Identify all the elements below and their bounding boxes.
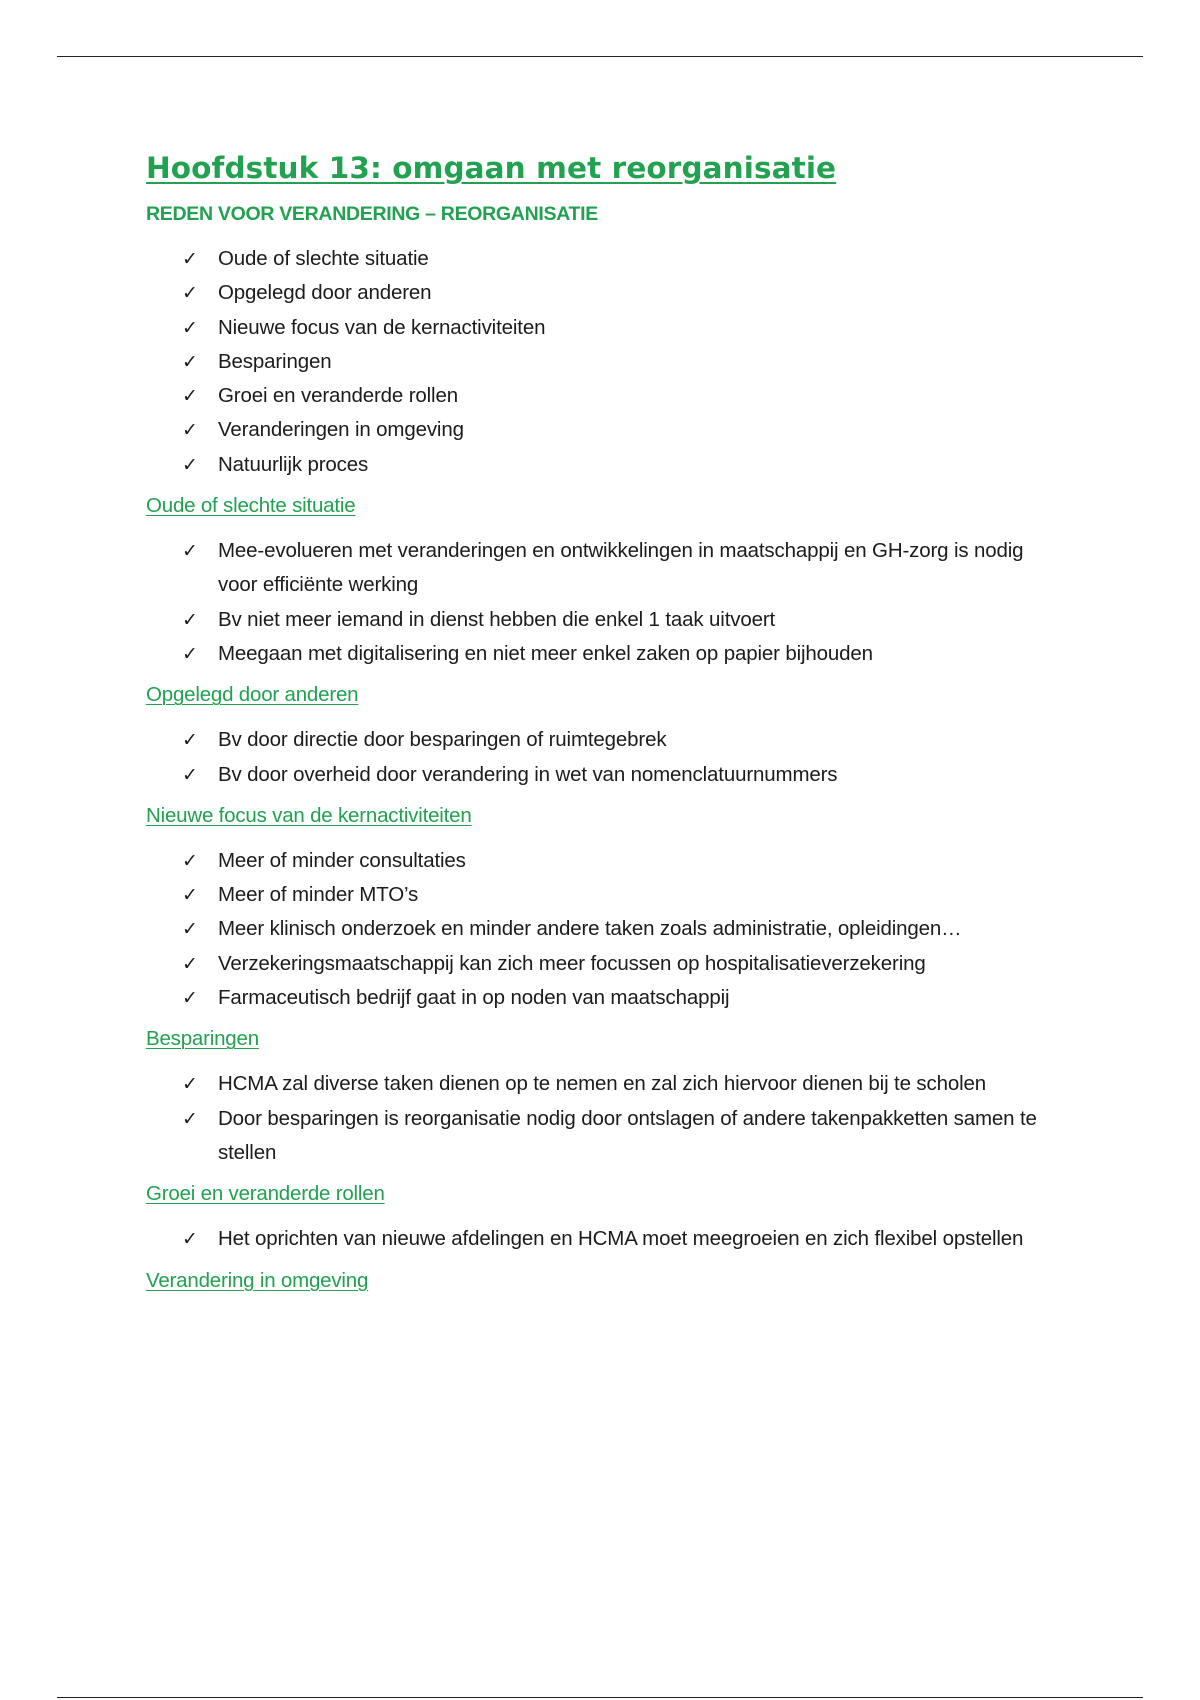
list-item-text: Meer klinisch onderzoek en minder andere taken zoals administratie, opleidingen… [218, 917, 962, 941]
checkmark-icon: ✓ [182, 453, 198, 476]
main-heading: REDEN VOOR VERANDERING – REORGANISATIE [146, 203, 598, 225]
list-item [146, 311, 1066, 345]
section-heading: Opgelegd door anderen [146, 683, 359, 707]
list-item-text: Oude of slechte situatie [218, 247, 429, 270]
list-item [146, 413, 1066, 447]
section-list [146, 723, 1066, 792]
section-list [146, 844, 1066, 1015]
section-heading: Groei en veranderde rollen [146, 1182, 385, 1206]
checkmark-icon: ✓ [182, 729, 198, 752]
section-heading: Nieuwe focus van de kernactiviteiten [146, 803, 472, 827]
list-item [146, 1102, 1066, 1171]
sections-container [146, 491, 1066, 1295]
list-item-text: Veranderingen in omgeving [218, 418, 464, 442]
list-item [146, 276, 1066, 310]
list-item [146, 758, 1066, 792]
chapter-title: Hoofdstuk 13: omgaan met reorganisatie [146, 151, 837, 185]
list-item-text: Meegaan met digitalisering en niet meer enkel zaken op papier bijhouden [218, 641, 873, 665]
list-item [146, 603, 1066, 637]
list-item [146, 878, 1066, 912]
checkmark-icon: ✓ [182, 350, 198, 373]
section-list [146, 534, 1066, 671]
list-item-text: Besparingen [218, 349, 332, 373]
list-item-text: Nieuwe focus van de kernactiviteiten [218, 315, 546, 339]
list-item-text: Meer of minder MTO’s [218, 883, 419, 907]
checkmark-icon: ✓ [182, 918, 198, 941]
list-item-text: HCMA zal diverse taken dienen op te nemen en zal zich hiervoor dienen bij te scholen [218, 1072, 986, 1096]
list-item-text: Opgelegd door anderen [218, 281, 432, 305]
list-item [146, 912, 1066, 946]
list-item-text: Verzekeringsmaatschappij kan zich meer focussen op hospitalisatieverzekering [218, 951, 926, 975]
section-list [146, 1222, 1066, 1256]
list-item-text: Meer of minder consultaties [218, 848, 466, 872]
main-reasons-list [146, 242, 1066, 482]
checkmark-icon: ✓ [182, 419, 198, 442]
list-item-text: Door besparingen is reorganisatie nodig door ontslagen of andere takenpakketten samen te stellen [218, 1106, 1037, 1164]
list-item [146, 379, 1066, 413]
checkmark-icon: ✓ [182, 248, 198, 270]
list-item [146, 534, 1066, 603]
section-list [146, 1067, 1066, 1170]
checkmark-icon: ✓ [182, 385, 198, 408]
list-item [146, 844, 1066, 878]
checkmark-icon: ✓ [182, 540, 198, 563]
checkmark-icon: ✓ [182, 316, 198, 339]
list-item [146, 723, 1066, 757]
list-item-text: Natuurlijk proces [218, 452, 369, 476]
list-item [146, 1067, 1066, 1101]
checkmark-icon: ✓ [182, 987, 198, 1010]
list-item [146, 448, 1066, 482]
list-item-text: Bv door directie door besparingen of ruimtegebrek [218, 728, 667, 752]
section-heading: Oude of slechte situatie [146, 494, 356, 518]
footer-rule [57, 1697, 1143, 1698]
checkmark-icon: ✓ [182, 952, 198, 975]
list-item [146, 242, 1066, 276]
list-item-text: Mee-evolueren met veranderingen en ontwikkelingen in maatschappij en GH-zorg is nodig voor efficiënte werking [218, 539, 1024, 597]
header-rule [57, 56, 1143, 57]
list-item-text: Bv niet meer iemand in dienst hebben die enkel 1 taak uitvoert [218, 607, 776, 631]
list-item [146, 981, 1066, 1015]
section-heading: Besparingen [146, 1027, 259, 1051]
list-item [146, 947, 1066, 981]
list-item [146, 345, 1066, 379]
list-item [146, 1222, 1066, 1256]
list-item [146, 637, 1066, 671]
checkmark-icon: ✓ [182, 642, 198, 665]
checkmark-icon: ✓ [182, 849, 198, 872]
list-item-text: Het oprichten van nieuwe afdelingen en HCMA moet meegroeien en zich flexibel opstellen [218, 1227, 1024, 1251]
list-item-text: Farmaceutisch bedrijf gaat in op noden van maatschappij [218, 986, 730, 1010]
list-item-text: Groei en veranderde rollen [218, 384, 458, 408]
checkmark-icon: ✓ [182, 1107, 198, 1130]
checkmark-icon: ✓ [182, 884, 198, 907]
checkmark-icon: ✓ [182, 282, 198, 305]
section-heading: Verandering in omgeving [146, 1268, 369, 1292]
checkmark-icon: ✓ [182, 763, 198, 786]
checkmark-icon: ✓ [182, 1228, 198, 1251]
checkmark-icon: ✓ [182, 608, 198, 631]
list-item-text: Bv door overheid door verandering in wet van nomenclatuurnummers [218, 762, 838, 786]
checkmark-icon: ✓ [182, 1073, 198, 1096]
document-body [146, 146, 1066, 1296]
